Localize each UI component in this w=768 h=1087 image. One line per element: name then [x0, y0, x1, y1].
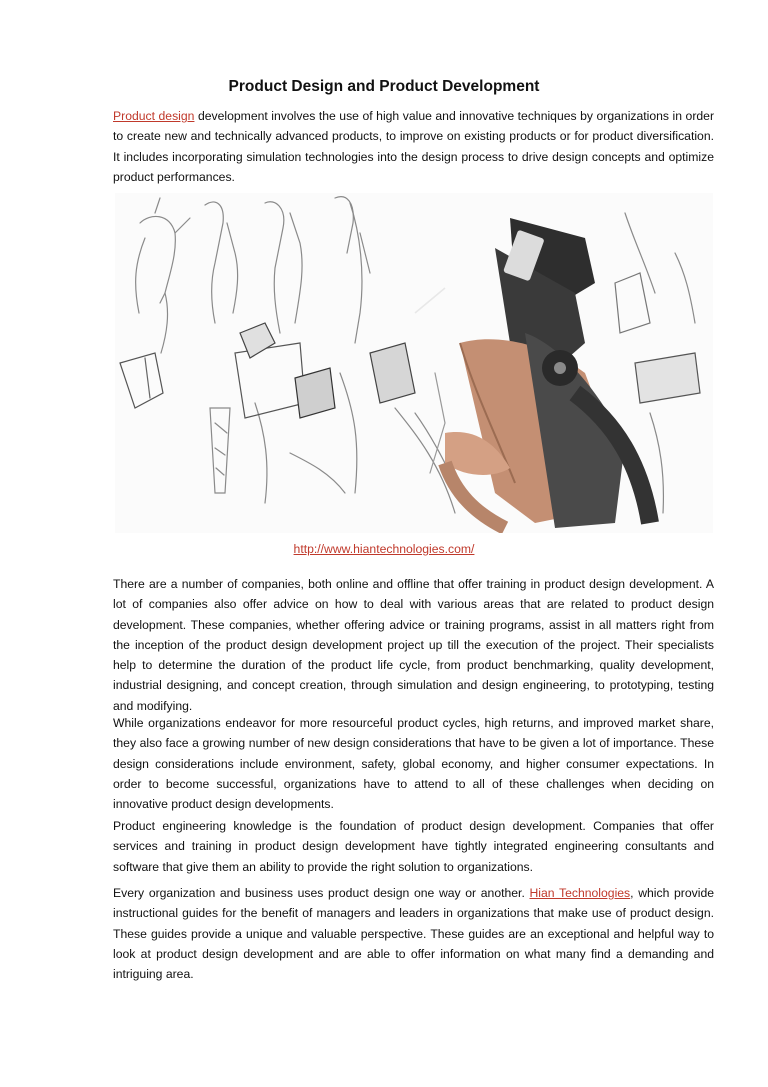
product-design-illustration	[115, 193, 713, 533]
closing-text-before: Every organization and business uses product design one way or another.	[113, 886, 530, 900]
paragraph: While organizations endeavor for more resourceful product cycles, high returns, and improved market share, they also face a growing number of new design considerations that have to be given a lot of importance. These design considerations include environment, safety, global economy, and higher consumer expectations. In order to become successful, organizations have to attend to all of these challenges when deciding on innovative product design developments.	[113, 716, 714, 812]
closing-text-after: , which provide instructional guides for the benefit of managers and leaders in organizations that make use of product design. These guides provide a unique and valuable perspective. These guides are an exceptional and helpful way to look at product design development and are able to offer information on what many find a demanding and intriguing area.	[113, 886, 715, 982]
closing-paragraph	[113, 883, 714, 984]
intro-paragraph	[113, 106, 714, 187]
pliers-sketch-image	[115, 193, 713, 533]
paragraph: Product engineering knowledge is the foundation of product design development. Companies that offer services and training in product design development have tightly integrated engineering consultants and software that give them an ability to provide the right solution to organizations.	[113, 819, 714, 874]
product-design-link[interactable]: Product design	[113, 109, 195, 123]
paragraph: There are a number of companies, both online and offline that offer training in product design development. A lot of companies also offer advice on how to deal with various areas that are related to product design development. These companies, whether offering advice or training programs, assist in all matters right from the inception of the product design development project up till the execution of the project. Their specialists help to determine the duration of the product life cycle, from product benchmarking, quality development, industrial designing, and concept creation, through simulation and design engineering, to prototyping, testing and modifying.	[113, 577, 714, 713]
caption-link[interactable]: http://www.hiantechnologies.com/	[293, 542, 475, 556]
figure-caption	[0, 542, 768, 556]
hand-tool-photo	[415, 218, 650, 528]
intro-text: development involves the use of high value and innovative techniques by organizations in order to create new and technically advanced products, to improve on existing products or for product diversification. It includes incorporating simulation technologies into the design process to drive design concepts and optimize product performances.	[113, 109, 715, 184]
page-title: Product Design and Product Development	[228, 78, 540, 95]
hian-technologies-link[interactable]: Hian Technologies	[529, 886, 631, 900]
